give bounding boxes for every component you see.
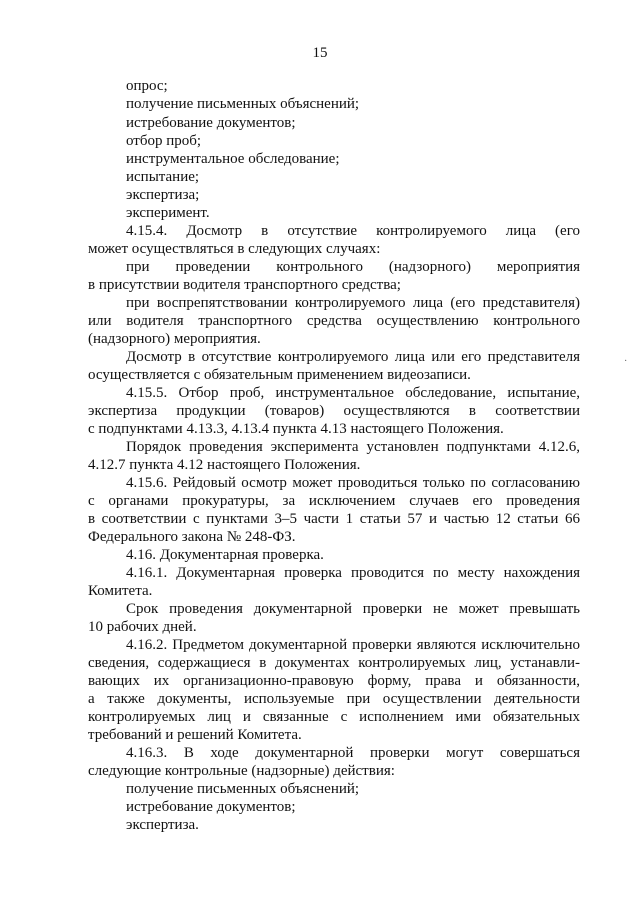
paragraph-line: 4.15.5. Отбор проб, инструментальное обследование, испытание,	[126, 385, 580, 401]
paragraph-line: контролируемых лиц и связанные с исполнением ими обязательных	[88, 709, 580, 725]
list-item: экспертиза.	[126, 817, 199, 833]
paragraph-line: с подпунктами 4.13.3, 4.13.4 пункта 4.13 настоящего Положения.	[88, 421, 504, 437]
paragraph-line: а также документы, используемые при осуществлении деятельности	[88, 691, 580, 707]
paragraph-line: 10 рабочих дней.	[88, 619, 197, 635]
paragraph-line: Досмотр в отсутствие контролируемого лица или его представителя	[126, 349, 580, 365]
paragraph-line: Федерального закона № 248-ФЗ.	[88, 529, 296, 545]
paragraph-line: в присутствии водителя транспортного средства;	[88, 277, 401, 293]
list-item: эксперимент.	[126, 205, 210, 221]
paragraph-line: 4.15.4. Досмотр в отсутствие контролируемого лица (его	[126, 223, 580, 239]
paragraph-line: 4.16.1. Документарная проверка проводится по месту нахождения	[126, 565, 580, 581]
paragraph-line: вающих их организационно-правовую форму, права и обязанности,	[88, 673, 580, 689]
paragraph-line: или водителя транспортного средства осуществлению контрольного	[88, 313, 580, 329]
paragraph-line: 4.16. Документарная проверка.	[126, 547, 324, 563]
paragraph-line: 4.15.6. Рейдовый осмотр может проводиться только по согласованию	[126, 475, 580, 491]
paragraph-line: требований и решений Комитета.	[88, 727, 302, 743]
paragraph-line: в соответствии с пунктами 3–5 части 1 статьи 57 и частью 12 статьи 66	[88, 511, 580, 527]
list-item: истребование документов;	[126, 115, 296, 131]
paragraph-line: сведения, содержащиеся в документах контролируемых лиц, устанавли-	[88, 655, 580, 671]
list-item: инструментальное обследование;	[126, 151, 340, 167]
paragraph-line: (надзорного) мероприятия.	[88, 331, 261, 347]
paragraph-line: 4.16.3. В ходе документарной проверки могут совершаться	[126, 745, 580, 761]
paragraph-line: осуществляется с обязательным применением видеозаписи.	[88, 367, 471, 383]
paragraph-line: Комитета.	[88, 583, 153, 599]
paragraph-line: 4.12.7 пункта 4.12 настоящего Положения.	[88, 457, 361, 473]
paragraph-line: следующие контрольные (надзорные) действия:	[88, 763, 395, 779]
scan-speck: ·	[624, 356, 628, 367]
list-item: получение письменных объяснений;	[126, 96, 360, 112]
list-item: отбор проб;	[126, 133, 202, 149]
paragraph-line: 4.16.2. Предметом документарной проверки являются исключительно	[126, 637, 580, 653]
paragraph-line: при воспрепятствовании контролируемого лица (его представителя)	[126, 295, 580, 311]
paragraph-line: с органами прокуратуры, за исключением случаев его проведения	[88, 493, 580, 509]
page-number: 15	[312, 45, 328, 61]
paragraph-line: Срок проведения документарной проверки не может превышать	[126, 601, 580, 617]
list-item: испытание;	[126, 169, 200, 185]
list-item: получение письменных объяснений;	[126, 781, 360, 797]
list-item: экспертиза;	[126, 187, 200, 203]
list-item: опрос;	[126, 78, 168, 94]
paragraph-line: экспертиза продукции (товаров) осуществляются в соответствии	[88, 403, 580, 419]
list-item: истребование документов;	[126, 799, 296, 815]
paragraph-line: Порядок проведения эксперимента установлен подпунктами 4.12.6,	[126, 439, 580, 455]
paragraph-line: при проведении контрольного (надзорного) мероприятия	[126, 259, 580, 275]
paragraph-line: может осуществляться в следующих случаях:	[88, 241, 381, 257]
